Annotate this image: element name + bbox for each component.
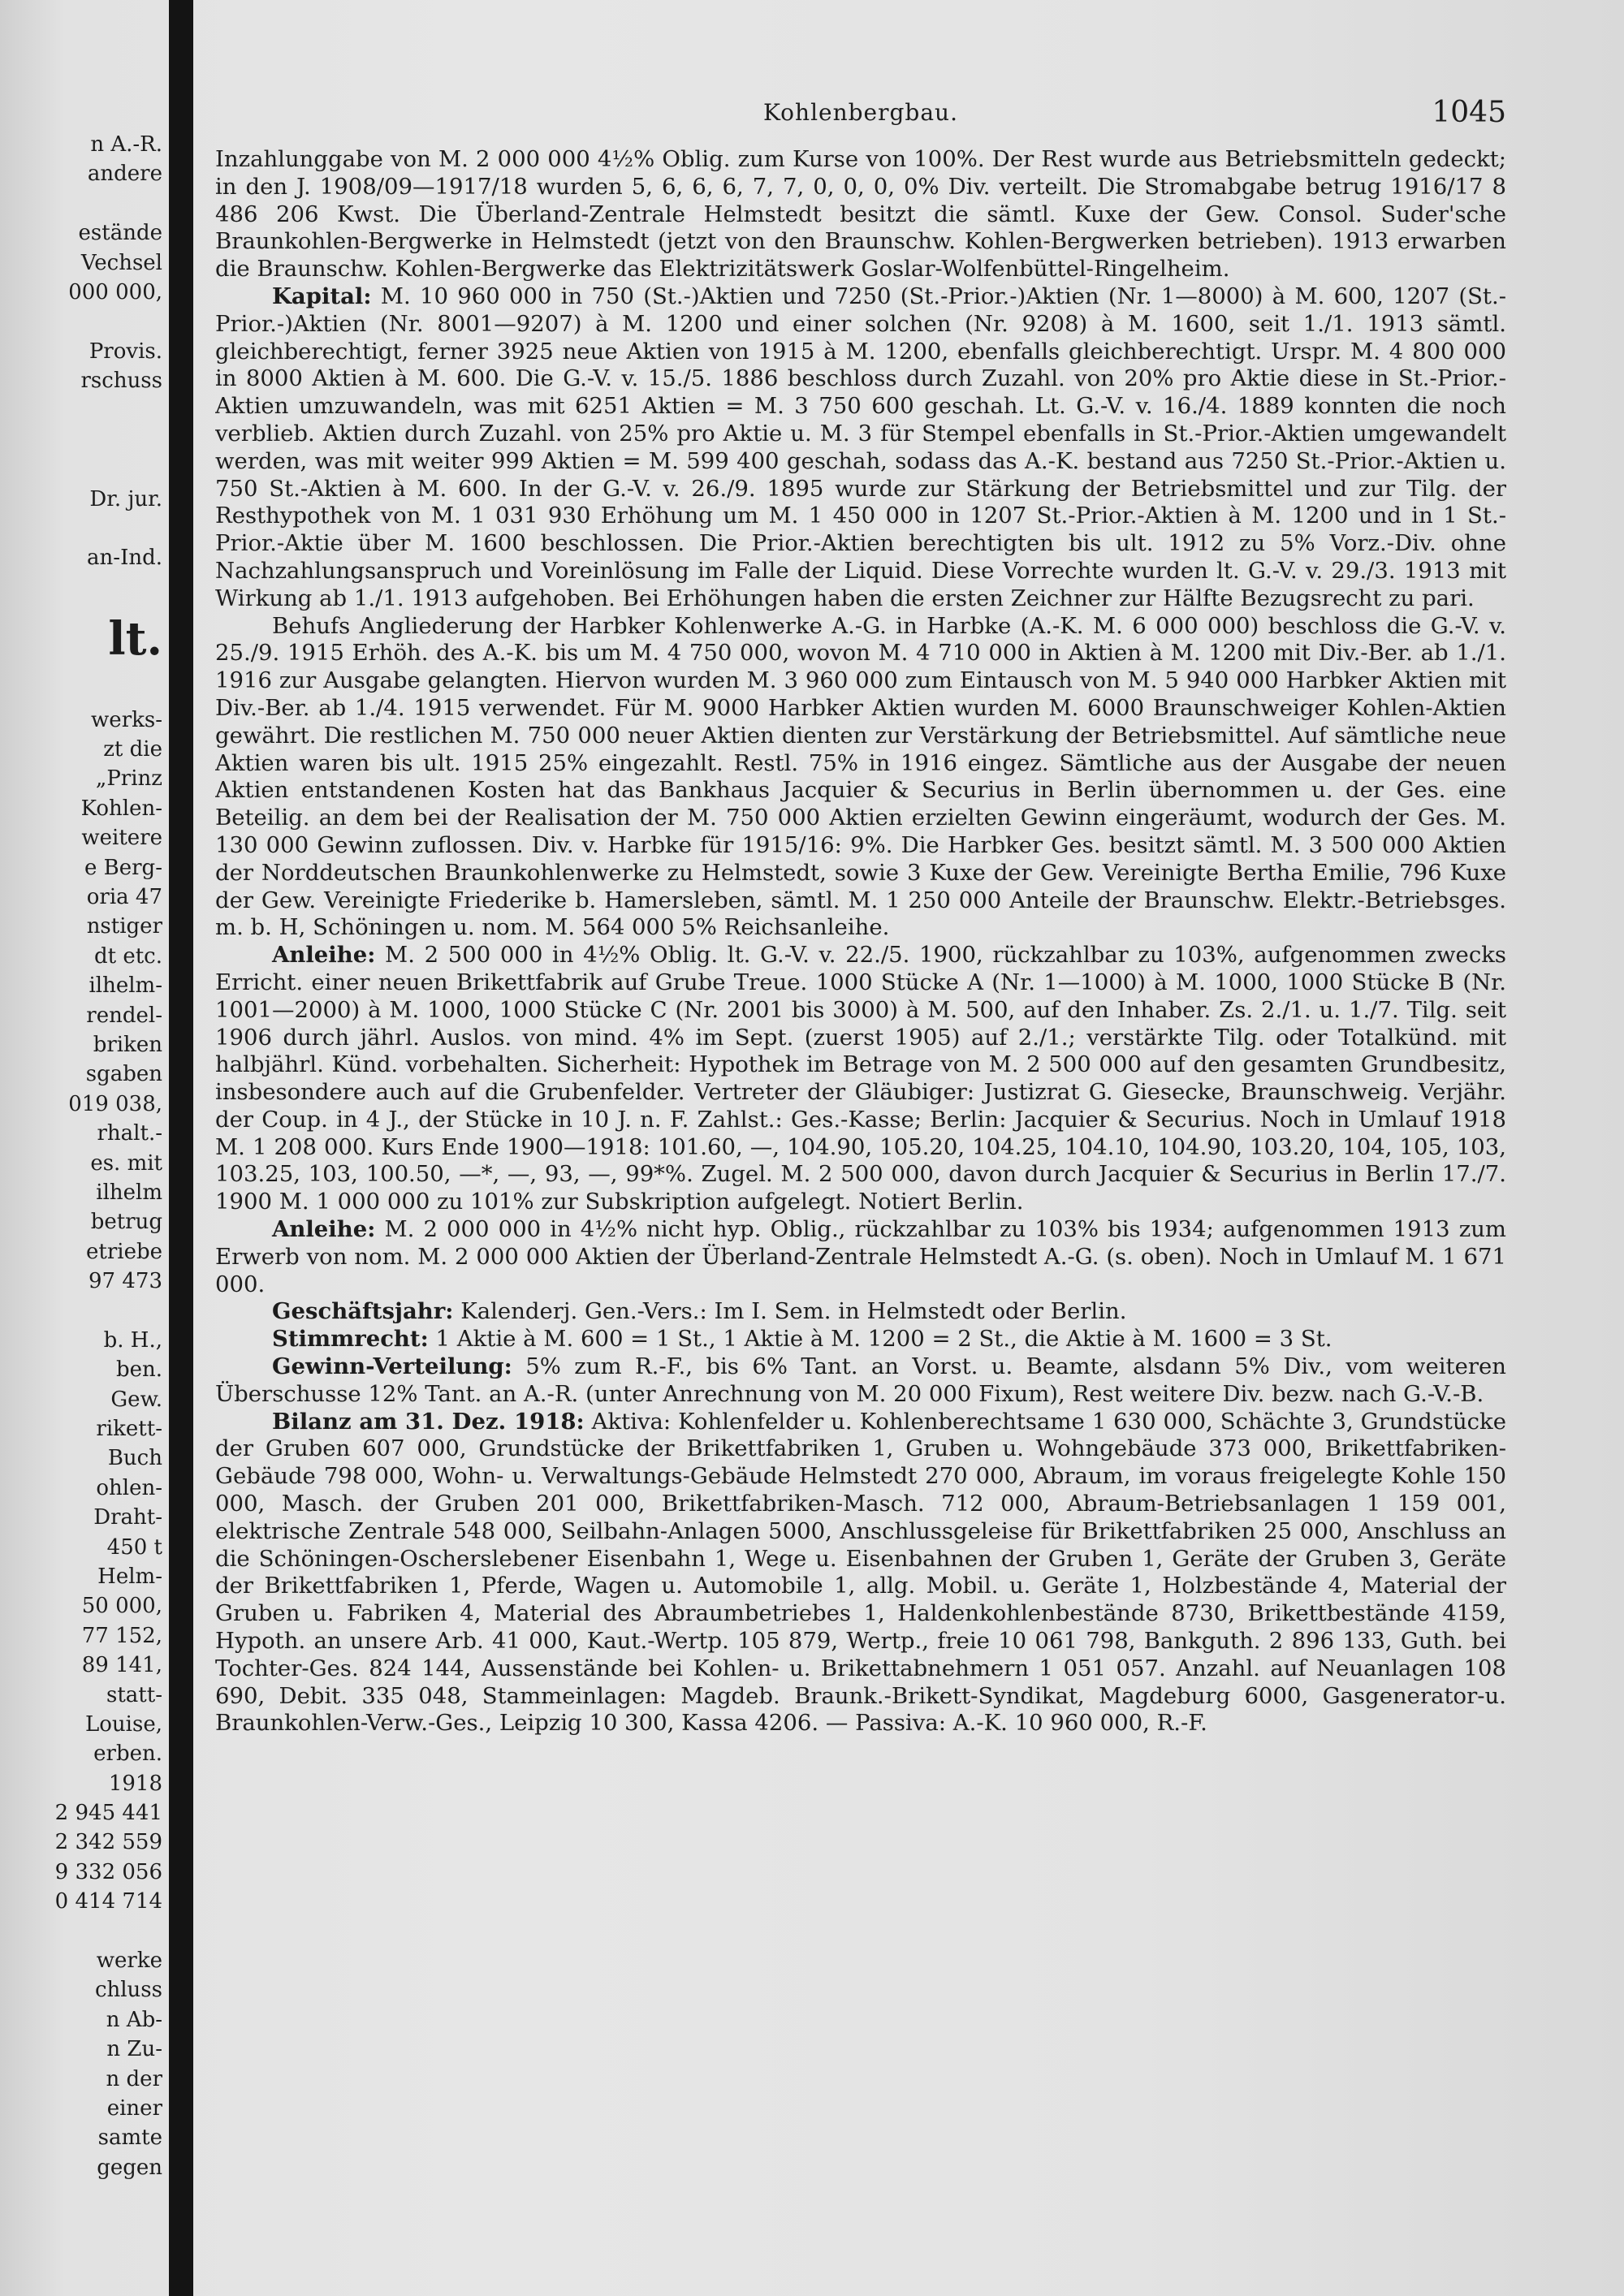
- fragment-line: n Ab-: [106, 2007, 162, 2032]
- paragraph-gewinn-verteilung: [215, 1353, 1506, 1409]
- fragment-line: Helm-: [97, 1564, 162, 1589]
- fragment-line: sgaben: [85, 1062, 162, 1087]
- paragraph-anleihe-2: [215, 1216, 1506, 1298]
- paragraph-lead: Gewinn-Verteilung:: [272, 1353, 512, 1380]
- fragment-line: [0, 573, 162, 602]
- fragment-line: werks-: [91, 707, 162, 732]
- fragment-line: andere: [87, 162, 162, 187]
- section-title: Kohlenbergbau.: [763, 99, 958, 126]
- fragment-line: ilhelm: [96, 1180, 162, 1205]
- fragment-line: e Berg-: [84, 855, 162, 880]
- fragment-line: dt etc.: [93, 943, 162, 969]
- paragraph-lead: Bilanz am 31. Dez. 1918:: [272, 1408, 585, 1435]
- fragment-line: b. H.,: [103, 1327, 162, 1353]
- paragraph-lead: Anleihe:: [272, 1216, 376, 1243]
- paragraph-text: Behufs Angliederung der Harbker Kohlenwerke A.-G. in Harbke (A.-K. M. 6 000 000) beschloss die G.-V. v. 25./9. 1915 Erhöh. des A.-K. bis um M. 4 750 000, wovon M. 4 710 000 in Aktien à M. 1200 mit Div.-Ber. ab 1./1. 1916 zur Ausgabe gelangten. Hiervon wurden M. 3 960 000 zum Eintausch von M. 5 940 000 Harbker Aktien mit Div.-Ber. ab 1./4. 1915 verwendet. Für M. 9000 Harbker Aktien wurden M. 6000 Braunschweiger Kohlen-Aktien gewährt. Die restlichen M. 750 000 neuer Aktien dienten zur Verstärkung der Betriebsmittel. Auf sämtliche neue Aktien waren bis ult. 1915 25% eingezahlt. Restl. 75% in 1916 eingez. Sämtliche aus der Ausgabe der neuen Aktien entstandenen Kosten hat das Bankhaus Jacquier & Securius in Berlin übernommen u. der Ges. eine Beteilig. an dem bei der Realisation der M. 750 000 Aktien erzielten Gewinn eingeräumt, wodurch der Ges. M. 130 000 Gewinn zuflossen. Div. v. Harbke für 1915/16: 9%. Die Harbker Ges. besitzt sämtl. M. 3 500 000 Aktien der Norddeutschen Braunkohlenwerke zu Helmstedt, sowie 3 Kuxe der Gew. Vereinigte Bertha Emilie, 796 Kuxe der Gew. Vereinigte Friederike b. Hamersleben, sämtl. M. 1 250 000 Anteile der Braunschw. Elektr.-Betriebsges. m. b. H, Schöningen u. nom. M. 564 000 5% Reichsanleihe.: [215, 612, 1506, 941]
- main-column: [215, 89, 1506, 2281]
- fragment-line: erben.: [93, 1741, 162, 1767]
- paragraph-harbke: [215, 613, 1506, 943]
- fragment-line: einer: [106, 2096, 162, 2121]
- fragment-line: weitere: [81, 826, 162, 851]
- fragment-line: rschuss: [80, 369, 162, 394]
- fragment-line: betrug: [90, 1210, 162, 1235]
- fragment-line: [0, 396, 162, 425]
- fragment-line: ben.: [115, 1357, 162, 1383]
- fragment-line: [0, 1296, 162, 1325]
- paragraph-stimmrecht: [215, 1326, 1506, 1353]
- paragraph-lead: Stimmrecht:: [272, 1326, 429, 1353]
- fragment-line: 9 332 056: [54, 1859, 162, 1884]
- page-number: 1045: [1432, 96, 1506, 129]
- paragraph-text: Inzahlunggabe von M. 2 000 000 4½% Oblig. zum Kurse von 100%. Der Rest wurde aus Betriebsmitteln gedeckt; in den J. 1908/09—1917/18 wurden 5, 6, 6, 6, 7, 7, 0, 0, 0, 0% Div. verteilt. Die Stromabgabe betrug 1916/17 8 486 206 Kwst. Die Überland-Zentrale Helmstedt besitzt die sämtl. Kuxe der Gew. Consol. Suder'sche Braunkohlen-Bergwerke in Helmstedt (jetzt von den Braunschw. Kohlen-Bergwerken betrieben). 1913 erwarben die Braunschw. Kohlen-Bergwerke das Elektrizitätswerk Goslar-Wolfenbüttel-Ringelheim.: [215, 146, 1506, 283]
- fragment-line: lt.: [108, 612, 162, 667]
- fragment-line: 000 000,: [68, 279, 162, 304]
- fragment-line: 50 000,: [81, 1594, 162, 1619]
- fragment-line: rikett-: [96, 1417, 162, 1442]
- fragment-line: etriebe: [86, 1239, 162, 1264]
- fragment-line: 1918: [108, 1771, 162, 1796]
- paragraph-text: Kalenderj. Gen.-Vers.: Im I. Sem. in Helmstedt oder Berlin.: [460, 1298, 1127, 1325]
- fragment-line: Gew.: [110, 1387, 162, 1412]
- binding-gutter: [169, 0, 193, 2296]
- fragment-line: 77 152,: [81, 1623, 162, 1648]
- fragment-line: rhalt.-: [97, 1121, 162, 1146]
- paragraph-bilanz: [215, 1409, 1506, 1738]
- fragment-line: Provis.: [89, 339, 162, 364]
- fragment-line: n A.-R.: [90, 132, 162, 157]
- paragraph-text: M. 2 500 000 in 4½% Oblig. lt. G.-V. v. 22./5. 1900, rückzahlbar zu 103%, aufgenommen zwecks Erricht. einer neuen Brikettfabrik auf Grube Treue. 1000 Stücke A (Nr. 1—1000) à M. 1000, 1000 Stücke B (Nr. 1001—2000) à M. 1000, 1000 Stücke C (Nr. 2001 bis 3000) à M. 500, auf den Inhaber. Zs. 2./1. u. 1./7. Tilg. seit 1906 durch jährl. Auslos. von mind. 4% im Sept. (zuerst 1905) auf 2./1.; verstärkte Tilg. oder Totalkünd. mit halbjährl. Künd. vorbehalten. Sicherheit: Hypothek im Betrage von M. 2 500 000 auf den gesamten Grundbesitz, insbesondere auch auf die Grubenfelder. Vertreter der Gläubiger: Justizrat G. Giesecke, Braunschweig. Verjähr. der Coup. in 4 J., der Stücke in 10 J. n. F. Zahlst.: Ges.-Kasse; Berlin: Jacquier & Securius. Noch in Umlauf 1918 M. 1 208 000. Kurs Ende 1900—1918: 101.60, —, 104.90, 105.20, 104.25, 104.10, 104.90, 103.20, 104, 105, 103, 103.25, 103, 100.50, —*, —, 93, —, 99*%. Zugel. M. 2 500 000, davon durch Jacquier & Securius in Berlin 17./7. 1900 M. 1 000 000 zu 101% zur Subskription aufgelegt. Notiert Berlin.: [215, 942, 1506, 1215]
- fragment-line: chluss: [94, 1978, 162, 2003]
- fragment-line: 019 038,: [68, 1091, 162, 1116]
- paragraph-anleihe-1: [215, 942, 1506, 1216]
- fragment-line: briken: [93, 1032, 162, 1057]
- paragraph-lead: Kapital:: [272, 283, 372, 309]
- fragment-line: nstiger: [86, 914, 162, 939]
- fragment-line: 2 945 441: [54, 1801, 162, 1826]
- fragment-line: [0, 1917, 162, 1946]
- paragraph-kapital: [215, 283, 1506, 613]
- fragment-line: 97 473: [89, 1269, 162, 1294]
- fragment-line: 89 141,: [81, 1653, 162, 1678]
- fragment-line: Louise,: [85, 1711, 162, 1737]
- fragment-line: n Zu-: [106, 2037, 162, 2062]
- fragment-line: Dr. jur.: [89, 486, 162, 511]
- paragraph-lead: Anleihe:: [272, 942, 376, 969]
- fragment-line: 2 342 559: [54, 1830, 162, 1855]
- paragraph-text: 1 Aktie à M. 600 = 1 St., 1 Aktie à M. 1200 = 2 St., die Aktie à M. 1600 = 3 St.: [435, 1326, 1332, 1353]
- fragment-line: Kohlen-: [80, 796, 162, 821]
- fragment-line: 0 414 714: [54, 1889, 162, 1914]
- fragment-line: an-Ind.: [87, 546, 162, 571]
- paragraph-intro: [215, 146, 1506, 283]
- fragment-line: [0, 307, 162, 336]
- paragraph-text: M. 2 000 000 in 4½% nicht hyp. Oblig., rückzahlbar zu 103% bis 1934; aufgenommen 1913 zum Erwerb von nom. M. 2 000 000 Aktien der Überland-Zentrale Helmstedt A.-G. (s. oben). Noch in Umlauf M. 1 671 000.: [215, 1216, 1506, 1297]
- fragment-line: rendel-: [86, 1003, 162, 1028]
- fragment-line: [0, 675, 162, 705]
- paragraph-lead: Geschäftsjahr:: [272, 1298, 454, 1325]
- paragraph-geschaeftsjahr: [215, 1298, 1506, 1326]
- fragment-line: n der: [106, 2066, 162, 2091]
- paragraph-text: 5% zum R.-F., bis 6% Tant. an Vorst. u. Beamte, alsdann 5% Div., vom weiteren Überschusse 12% Tant. an A.-R. (unter Anrechnung von M. 20 000 Fixum), Rest weitere Div. bezw. nach G.-V.-B.: [215, 1353, 1506, 1407]
- fragment-line: es. mit: [90, 1150, 162, 1176]
- fragment-line: estände: [78, 221, 162, 246]
- fragment-line: ilhelm-: [89, 973, 162, 999]
- fragment-line: ohlen-: [96, 1475, 162, 1500]
- fragment-line: Vechsel: [80, 250, 162, 275]
- fragment-line: 450 t: [106, 1534, 162, 1560]
- fragment-line: [0, 425, 162, 455]
- fragment-line: Draht-: [93, 1505, 162, 1530]
- fragment-line: oria 47: [86, 884, 162, 909]
- paragraph-text: Aktiva: Kohlenfelder u. Kohlenberechtsame 1 630 000, Schächte 3, Grundstücke der Gruben 607 000, Grundstücke der Brikettfabriken 1, Gruben u. Wohngebäude 373 000, Brikettfabriken-Gebäude 798 000, Wohn- u. Verwaltungs-Gebäude Helmstedt 270 000, Abraum, im voraus freigelegte Kohle 150 000, Masch. der Gruben 201 000, Brikettfabriken-Masch. 712 000, Abraum-Betriebsanlagen 1 159 001, elektrische Zentrale 548 000, Seilbahn-Anlagen 5000, Anschlussgeleise für Brikettfabriken 25 000, Anschluss an die Schöningen-Oscherslebener Eisenbahn 1, Wege u. Eisenbahnen der Gruben 1, Geräte der Gruben 3, Geräte der Brikettfabriken 1, Pferde, Wagen u. Automobile 1, allg. Mobil. u. Geräte 1, Holzbestände 4, Material der Gruben u. Fabriken 4, Material des Abraumbetriebes 1, Haldenkohlenbestände 8730, Brikettbestände 4159, Hypoth. an unsere Arb. 41 000, Kaut.-Wertp. 105 879, Wertp., freie 10 061 798, Bankguth. 2 896 133, Guth. bei Tochter-Ges. 824 144, Aussenstände bei Kohlen- u. Brikettabnehmern 1 051 057. Anzahl. auf Neuanlagen 108 690, Debit. 335 048, Stammeinlagen: Magdeb. Braunk.-Brikett-Syndikat, Magdeburg 6000, Gasgenerator-u. Braunkohlen-Verw.-Ges., Leipzig 10 300, Kassa 4206. — Passiva: A.-K. 10 960 000, R.-F.: [215, 1408, 1506, 1737]
- fragment-line: [0, 514, 162, 543]
- fragment-line: werke: [96, 1949, 162, 1974]
- fragment-line: gegen: [97, 2155, 162, 2180]
- fragment-line: zt die: [103, 737, 162, 762]
- adjacent-page-fragment: [0, 130, 162, 2241]
- fragment-line: [0, 455, 162, 484]
- fragment-line: [0, 189, 162, 218]
- fragment-line: samte: [97, 2126, 162, 2151]
- body-text: [215, 146, 1506, 1737]
- fragment-line: statt-: [106, 1682, 162, 1707]
- running-head: [215, 89, 1506, 146]
- paragraph-text: M. 10 960 000 in 750 (St.-)Aktien und 7250 (St.-Prior.-)Aktien (Nr. 1—8000) à M. 600, 1207 (St.-Prior.-)Aktien (Nr. 8001—9207) à M. 1200 und einer solchen (Nr. 9208) à M. 1600, seit 1./1. 1913 sämtl. gleichberechtigt, ferner 3925 neue Aktien von 1915 à M. 1200, ebenfalls gleichberechtigt. Urspr. M. 4 800 000 in 8000 Aktien à M. 600. Die G.-V. v. 15./5. 1886 beschloss durch Zuzahl. von 20% pro Aktie diese in St.-Prior.-Aktien umzuwandeln, was mit 6251 Aktien = M. 3 750 600 geschah. Lt. G.-V. v. 16./4. 1889 konnten die noch verblieb. Aktien durch Zuzahl. von 25% pro Aktie u. M. 3 für Stempel ebenfalls in St.-Prior.-Aktien umgewandelt werden, was mit weiter 999 Aktien = M. 599 400 geschah, sodass das A.-K. bestand aus 7250 St.-Prior.-Aktien u. 750 St.-Aktien à M. 600. In der G.-V. v. 26./9. 1895 wurde zur Stärkung der Betriebsmittel und zur Tilg. der Resthypothek von M. 1 031 930 Erhöhung um M. 1 450 000 in 1207 St.-Prior.-Aktien à M. 1200 und in 1 St.-Prior.-Aktie über M. 1600 beschlossen. Die Prior.-Aktien berechtigten bis ult. 1912 zu 5% Vorz.-Div. ohne Nachzahlungsanspruch und Voreinlösung im Falle der Liquid. Diese Vorrechte wurden lt. G.-V. v. 29./3. 1913 mit Wirkung ab 1./1. 1913 aufgehoben. Bei Erhöhungen haben die ersten Zeichner zur Hälfte Bezugsrecht zu pari.: [215, 283, 1506, 611]
- fragment-line: „Prinz: [95, 766, 162, 792]
- fragment-line: Buch: [107, 1446, 162, 1471]
